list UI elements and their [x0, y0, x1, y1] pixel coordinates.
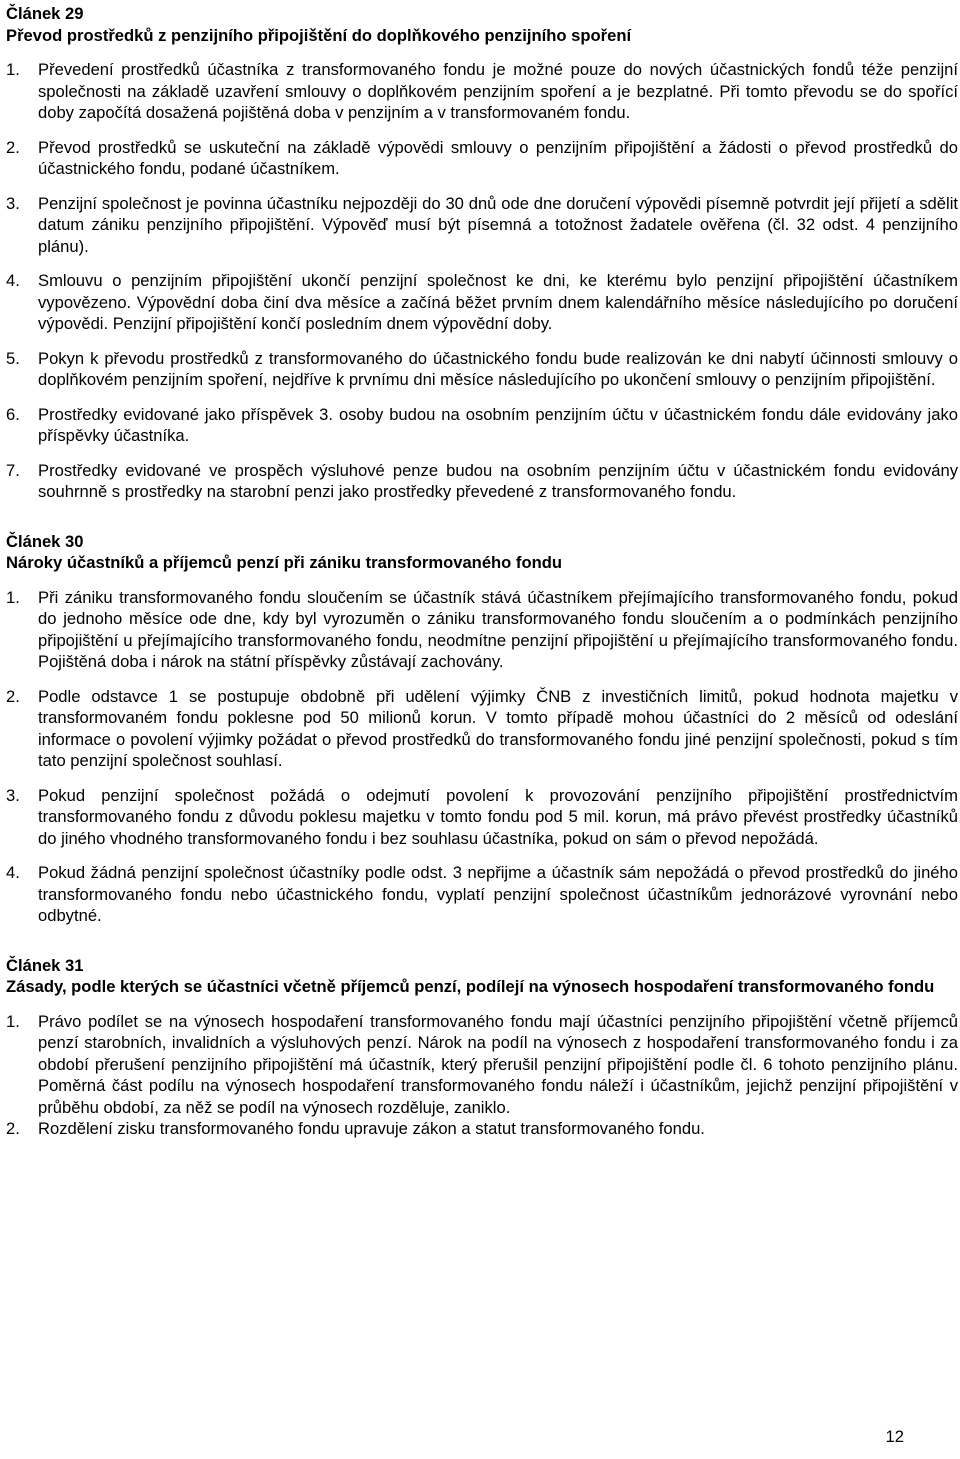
list-item: [6, 137, 958, 180]
page-number: 12: [885, 1427, 904, 1446]
item-number: 4.: [6, 863, 20, 882]
article-30-heading: [6, 531, 958, 574]
list-item: [6, 270, 958, 335]
item-number: 4.: [6, 271, 20, 290]
list-item: [6, 686, 958, 772]
item-number: 6.: [6, 404, 20, 424]
article-subtitle: Převod prostředků z penzijního připojištění do doplňkového penzijního spoření: [6, 25, 632, 45]
article-title: Článek 31: [6, 955, 84, 975]
article-title: Článek 30: [6, 531, 84, 551]
item-number: 5.: [6, 348, 20, 368]
article-title: Článek 29: [6, 4, 84, 23]
article-subtitle: Nároky účastníků a příjemců penzí při zániku transformovaného fondu: [6, 553, 562, 572]
item-text: Smlouvu o penzijním připojištění ukončí penzijní společnost ke dni, ke kterému bylo penzijní připojištění účastníkem vypovězeno. Výpovědní doba činí dva měsíce a začíná běžet prvním dnem kalendářního měsíce následujícího po doručení výpovědi. Penzijní připojištění končí posledním dnem výpovědní doby.: [38, 271, 958, 333]
article-31-heading: [6, 955, 958, 998]
item-text: Prostředky evidované jako příspěvek 3. osoby budou na osobním penzijním účtu v účastnickém fondu dále evidovány jako příspěvky účastníka.: [38, 404, 958, 445]
list-item: [6, 862, 958, 927]
article-29-heading: [6, 3, 958, 46]
document-page: [6, 3, 958, 1140]
item-text: Právo podílet se na výnosech hospodaření transformovaného fondu mají účastníci penzijního připojištění včetně příjemců penzí starobních, invalidních a výsluhových penzí. Nárok na podíl na výnosech z hospodaření transformovaného fondu i za období přerušení penzijního připojištění má účastník, který přerušil penzijní připojištění podle čl. 6 tohoto penzijního plánu. Poměrná část podílu na výnosech hospodaření transformovaného fondu náleží i účastníkům, jejichž penzijní připojištění v průběhu období, za něž se podíl na výnosech rozděluje, zaniklo.: [38, 1011, 958, 1117]
item-text: Pokyn k převodu prostředků z transformovaného do účastnického fondu bude realizován ke dni nabytí účinnosti smlouvy o doplňkovém penzijním spoření, nejdříve k prvnímu dni měsíce následujícího po ukončení smlouvy o penzijním připojištění.: [38, 348, 958, 389]
item-text: Rozdělení zisku transformovaného fondu upravuje zákon a statut transformovaného fondu.: [38, 1119, 705, 1138]
item-number: 1.: [6, 587, 20, 607]
article-30-items: [6, 587, 958, 927]
list-item: [6, 348, 958, 391]
item-number: 3.: [6, 785, 20, 805]
item-number: 1.: [6, 1011, 20, 1031]
list-item: [6, 1011, 958, 1119]
list-item: [6, 404, 958, 447]
item-text: Převod prostředků se uskuteční na základě výpovědi smlouvy o penzijním připojištění a žádosti o převod prostředků do účastnického fondu, podané účastníkem.: [38, 137, 958, 178]
item-text: Podle odstavce 1 se postupuje obdobně při udělení výjimky ČNB z investičních limitů, pokud hodnota majetku v transformovaném fondu poklesne pod 50 milionů korun. V tomto případě mohou účastníci do 2 měsíců od odeslání informace o povolení výjimky požádat o převod prostředků do transformovaného fondu jiné penzijní společnosti, pokud s tím tato penzijní společnost souhlasí.: [38, 686, 958, 770]
item-number: 2.: [6, 1119, 20, 1138]
list-item: [6, 59, 958, 124]
article-31: [6, 955, 958, 1140]
item-number: 2.: [6, 137, 20, 157]
item-text: Prostředky evidované ve prospěch výsluhové penze budou na osobním penzijním účtu v účastnickém fondu evidovány souhrnně s prostředky na starobní penzi jako prostředky převedené z transformovaného fondu.: [38, 460, 958, 501]
item-number: 7.: [6, 460, 20, 480]
item-text: Penzijní společnost je povinna účastníku nejpozději do 30 dnů ode dne doručení výpovědi písemně potvrdit její přijetí a sdělit datum zániku penzijního připojištění. Výpověď musí být písemná a totožnost žadatele ověřena (čl. 32 odst. 4 penzijního plánu).: [38, 193, 958, 256]
list-item: [6, 587, 958, 673]
list-item: [6, 460, 958, 503]
item-text: Převedení prostředků účastníka z transformovaného fondu je možné pouze do nových účastnických fondů téže penzijní společnosti na základě uzavření smlouvy o doplňkovém penzijním spoření a je bezplatné. Při tomto převodu se do spořící doby započítá dosažená pojištěná doba v penzijním a v transformovaném fondu.: [38, 60, 958, 122]
article-29: [6, 3, 958, 503]
item-number: 3.: [6, 193, 20, 213]
item-text: Při zániku transformovaného fondu sloučením se účastník stává účastníkem přejímajícího transformovaného fondu, pokud do jednoho měsíce ode dne, kdy byl vyrozuměn o zániku transformovaného fondu sloučením a o podmínkách penzijního připojištění u přejímajícího transformovaného fondu, neodmítne penzijní připojištění u přejímajícího transformovaného fondu. Pojištěná doba i nárok na státní příspěvky zůstávají zachovány.: [38, 587, 958, 671]
list-item: [6, 785, 958, 850]
article-29-items: [6, 59, 958, 503]
item-text: Pokud žádná penzijní společnost účastníky podle odst. 3 nepřijme a účastník sám nepožádá o převod prostředků do jiného transformovaného fondu nebo účastnického fondu, vyplatí penzijní společnost účastníkům jednorázové vyrovnání nebo odbytné.: [38, 863, 958, 925]
article-30: [6, 531, 958, 927]
item-text: Pokud penzijní společnost požádá o odejmutí povolení k provozování penzijního připojištění prostřednictvím transformovaného fondu z důvodu poklesu majetku v tomto fondu pod 5 mil. korun, má právo převést prostředky účastníků do jiného vhodného transformovaného fondu i bez souhlasu účastníka, pokud on sám o převod nepožádá.: [38, 785, 958, 848]
item-number: 1.: [6, 60, 20, 79]
article-subtitle: Zásady, podle kterých se účastníci včetně příjemců penzí, podílejí na výnosech hospodaření transformovaného fondu: [6, 977, 935, 996]
item-number: 2.: [6, 686, 20, 706]
list-item: [6, 193, 958, 258]
list-item: [6, 1118, 958, 1140]
article-31-items: [6, 1011, 958, 1140]
